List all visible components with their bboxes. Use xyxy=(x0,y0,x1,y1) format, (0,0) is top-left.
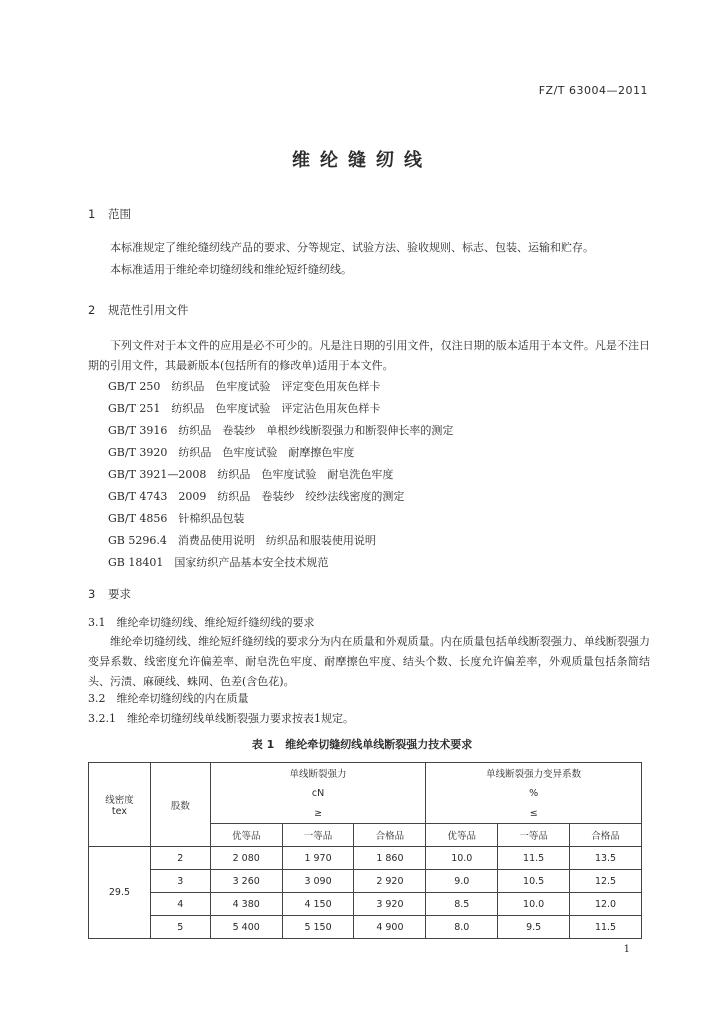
section-1-paragraph-1: 本标准规定了维纶缝纫线产品的要求、分等规定、试验方法、验收规则、标志、包装、运输和贮存。 xyxy=(110,241,594,254)
cv-cell: 10.0 xyxy=(498,893,570,916)
section-2-intro: 下列文件对于本文件的应用是必不可少的。凡是注日期的引用文件，仅注日期的版本适用于本文件。凡是不注日期的引用文件，其最新版本(包括所有的修改单)适用于本文件。 xyxy=(88,339,650,372)
cv-group-header: 单线断裂强力变异系数 xyxy=(426,763,642,784)
strength-cell: 4 380 xyxy=(210,893,282,916)
section-title: 范围 xyxy=(108,207,131,221)
grade-header: 一等品 xyxy=(282,824,354,847)
strength-cell: 2 920 xyxy=(354,870,426,893)
page-number: 1 xyxy=(623,944,630,955)
reference-item: GB/T 3921—2008 纺织品 色牢度试验 耐皂洗色牢度 xyxy=(108,468,394,481)
table-row xyxy=(89,916,642,939)
section-1-heading xyxy=(88,206,131,222)
subsection-3-1-paragraph: 维纶牵切缝纫线、维纶短纤缝纫线的要求分为内在质量和外观质量。内在质量包括单线断裂强力、单线断裂强力变异系数、线密度允许偏差率、耐皂洗色牢度、耐摩擦色牢度、结头个数、长度允许偏差率，外观质量包括条简结头、污渍、麻硬线、蛛网、色差(含色花)。 xyxy=(88,635,650,688)
ply-header: 股数 xyxy=(150,763,210,847)
section-number: 1 xyxy=(88,207,96,221)
cv-cell: 11.5 xyxy=(570,916,642,939)
reference-item: GB/T 3920 纺织品 色牢度试验 耐摩擦色牢度 xyxy=(108,446,355,459)
density-value: 29.5 xyxy=(89,847,151,939)
grade-header: 合格品 xyxy=(570,824,642,847)
strength-cell: 1 860 xyxy=(354,847,426,870)
standard-code: FZ/T 63004—2011 xyxy=(538,84,648,97)
section-number: 2 xyxy=(88,303,96,317)
grade-header: 合格品 xyxy=(354,824,426,847)
reference-item: GB 18401 国家纺织产品基本安全技术规范 xyxy=(108,556,329,569)
subsection-3-2: 3.2 维纶牵切缝纫线的内在质量 xyxy=(88,692,249,705)
cv-unit: % xyxy=(426,783,642,803)
reference-item: GB/T 4856 针棉织品包装 xyxy=(108,512,245,525)
ply-cell: 5 xyxy=(150,916,210,939)
reference-item: GB/T 251 纺织品 色牢度试验 评定沾色用灰色样卡 xyxy=(108,402,381,415)
density-header-cell xyxy=(89,763,151,847)
strength-spec-table xyxy=(88,762,642,939)
grade-header: 一等品 xyxy=(498,824,570,847)
cv-cell: 13.5 xyxy=(570,847,642,870)
strength-cell: 4 150 xyxy=(282,893,354,916)
density-unit: tex xyxy=(111,806,127,817)
strength-cell: 5 400 xyxy=(210,916,282,939)
reference-item: GB/T 4743 2009 纺织品 卷装纱 绞纱法线密度的测定 xyxy=(108,490,405,503)
density-header: 线密度 xyxy=(105,795,134,806)
ply-cell: 3 xyxy=(150,870,210,893)
section-2-heading xyxy=(88,302,189,318)
grade-header: 优等品 xyxy=(426,824,498,847)
document-title: 维纶缝纫线 xyxy=(292,150,432,171)
cv-symbol: ≤ xyxy=(426,803,642,824)
strength-cell: 2 080 xyxy=(210,847,282,870)
strength-cell: 5 150 xyxy=(282,916,354,939)
strength-group-header: 单线断裂强力 xyxy=(210,763,426,784)
strength-cell: 1 970 xyxy=(282,847,354,870)
ply-cell: 2 xyxy=(150,847,210,870)
section-3-heading xyxy=(88,586,131,602)
table-caption: 表 1 维纶牵切缝纫线单线断裂强力技术要求 xyxy=(251,738,473,751)
reference-item: GB/T 3916 纺织品 卷装纱 单根纱线断裂强力和断裂伸长率的测定 xyxy=(108,424,454,437)
strength-symbol: ≥ xyxy=(210,803,426,824)
section-1-paragraph-2: 本标准适用于维纶牵切缝纫线和维纶短纤缝纫线。 xyxy=(110,263,352,276)
ply-cell: 4 xyxy=(150,893,210,916)
cv-cell: 9.0 xyxy=(426,870,498,893)
table-row xyxy=(89,870,642,893)
strength-cell: 3 920 xyxy=(354,893,426,916)
cv-cell: 9.5 xyxy=(498,916,570,939)
table-row xyxy=(89,893,642,916)
section-title: 规范性引用文件 xyxy=(108,303,189,317)
subsection-3-1: 3.1 维纶牵切缝纫线、维纶短纤缝纫线的要求 xyxy=(88,616,315,629)
section-title: 要求 xyxy=(108,587,131,601)
reference-item: GB 5296.4 消费品使用说明 纺织品和服装使用说明 xyxy=(108,534,376,547)
strength-cell: 3 260 xyxy=(210,870,282,893)
cv-cell: 10.0 xyxy=(426,847,498,870)
cv-cell: 10.5 xyxy=(498,870,570,893)
cv-cell: 8.0 xyxy=(426,916,498,939)
strength-cell: 3 090 xyxy=(282,870,354,893)
cv-cell: 11.5 xyxy=(498,847,570,870)
grade-header: 优等品 xyxy=(210,824,282,847)
section-number: 3 xyxy=(88,587,96,601)
cv-cell: 8.5 xyxy=(426,893,498,916)
table-row xyxy=(89,847,642,870)
strength-unit: cN xyxy=(210,783,426,803)
strength-cell: 4 900 xyxy=(354,916,426,939)
cv-cell: 12.5 xyxy=(570,870,642,893)
reference-item: GB/T 250 纺织品 色牢度试验 评定变色用灰色样卡 xyxy=(108,380,381,393)
cv-cell: 12.0 xyxy=(570,893,642,916)
subsection-3-2-1: 3.2.1 维纶牵切缝纫线单线断裂强力要求按表1规定。 xyxy=(88,712,354,725)
